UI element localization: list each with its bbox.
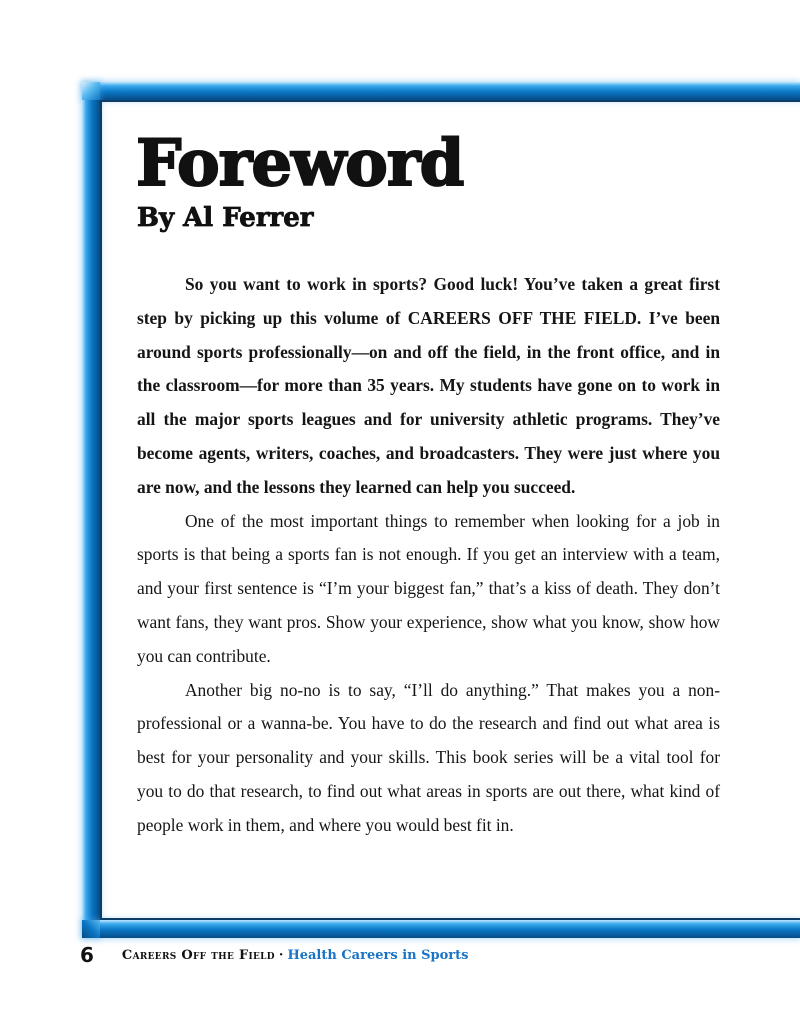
page-title: Foreword: [136, 126, 464, 201]
paragraph-1: So you want to work in sports? Good luck! You’ve taken a great first step by picking up this volume of CAREERS OFF THE FIELD. I’ve been around sports professionally—on and off the field, in the front office, and in the classroom—for more than 35 years. My students have gone on to work in all the major sports leagues and for university athletic programs. They’ve become agents, writers, coaches, and broadcasters. They were just where you are now, and the lessons they learned can help you succeed.: [137, 274, 720, 497]
frame-inner-line-left: [100, 100, 102, 920]
frame-inner-line-bottom: [100, 918, 800, 920]
frame-inner-line-top: [100, 100, 800, 102]
footer-separator: ·: [278, 947, 284, 963]
foreword-body: [137, 268, 720, 843]
frame-bottom-border: [82, 920, 800, 938]
paragraph-2: One of the most important things to remember when looking for a job in sports is that being a sports fan is not enough. If you get an interview with a team, and your first sentence is “I’m your biggest fan,” that’s a kiss of death. They don’t want fans, they want pros. Show your experience, show what you know, show how you can contribute.: [137, 510, 720, 666]
frame-corner-top-left: [82, 82, 100, 100]
frame-left-border: [82, 82, 100, 938]
book-title: Health Careers in Sports: [287, 947, 469, 963]
page-number: 6: [80, 943, 94, 967]
frame-corner-bottom-left: [82, 920, 100, 938]
paragraph-3: Another big no-no is to say, “I’ll do anything.” That makes you a non-professional or a wanna-be. You have to do the research and find out what area is best for your personality and your skills. This book series will be a vital tool for you to do that research, to find out what areas in sports are out there, what kind of people work in them, and where you would best fit in.: [137, 679, 720, 835]
byline: By Al Ferrer: [137, 203, 314, 233]
page-footer: [80, 940, 468, 970]
series-name: Careers Off the Field: [121, 947, 275, 963]
frame-top-border: [82, 82, 800, 100]
